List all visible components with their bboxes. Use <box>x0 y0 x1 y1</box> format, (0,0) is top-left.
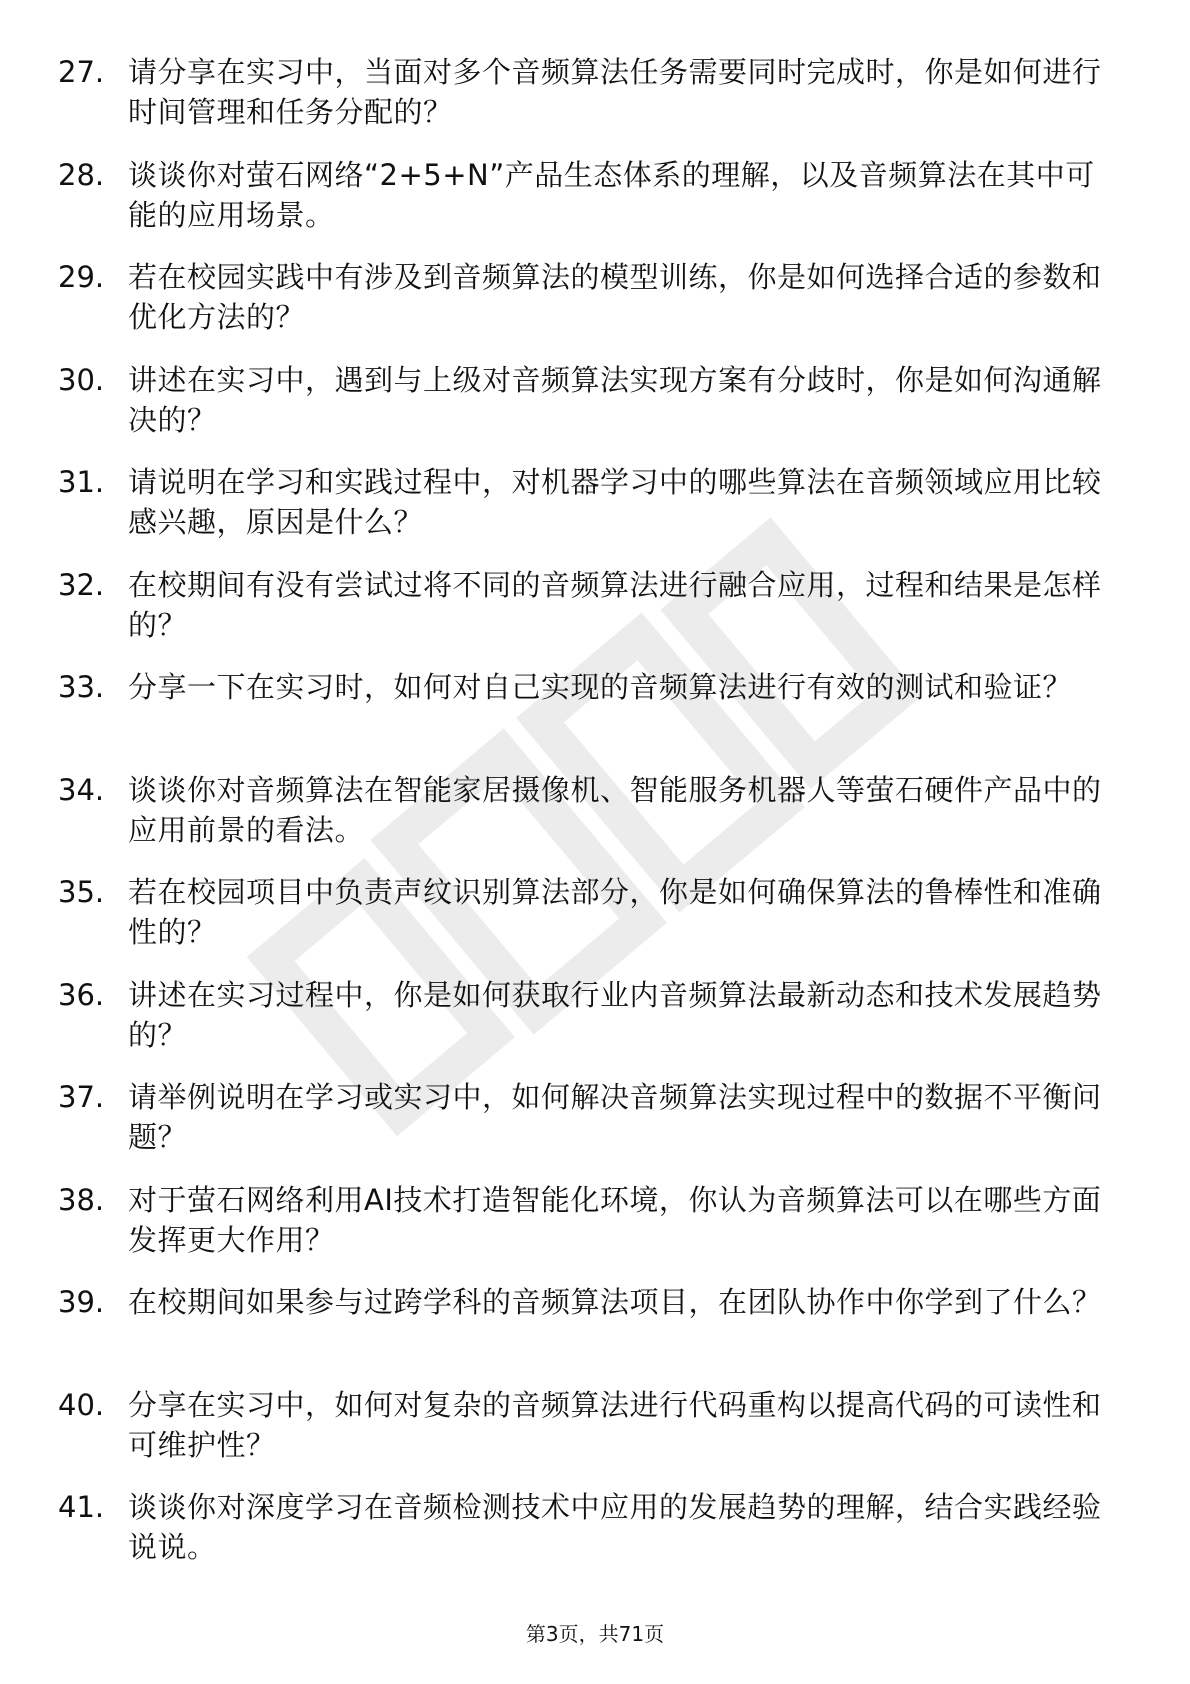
list-item <box>58 563 1118 666</box>
question-text: 分享在实习中，如何对复杂的音频算法进行代码重构以提高代码的可读性和可维护性？ <box>128 1387 1102 1462</box>
question-text: 请说明在学习和实践过程中，对机器学习中的哪些算法在音频领域应用比较感兴趣，原因是什么？ <box>128 465 1102 539</box>
list-item <box>58 870 1118 973</box>
list-item <box>58 1075 1118 1178</box>
question-number: 27. <box>58 55 105 89</box>
list-item <box>58 460 1118 563</box>
question-number: 35. <box>58 875 105 909</box>
question-number: 28. <box>58 157 105 192</box>
question-text: 若在校园实践中有涉及到音频算法的模型训练，你是如何选择合适的参数和优化方法的？ <box>128 260 1102 334</box>
question-number: 36. <box>58 977 105 1012</box>
question-number: 34. <box>58 772 105 807</box>
page-number-footer: 第3页，共71页 <box>525 1622 665 1646</box>
list-item <box>58 153 1118 256</box>
question-text: 谈谈你对深度学习在音频检测技术中应用的发展趋势的理解，结合实践经验说说。 <box>128 1490 1102 1564</box>
list-item <box>58 1280 1118 1383</box>
list-item <box>58 1383 1118 1486</box>
question-text: 谈谈你对萤石网络“2+5+N”产品生态体系的理解，以及音频算法在其中可能的应用场景。 <box>128 157 1095 232</box>
question-text: 谈谈你对音频算法在智能家居摄像机、智能服务机器人等萤石硬件产品中的应用前景的看法。 <box>128 772 1102 847</box>
question-text: 对于萤石网络利用AI技术打造智能化环境，你认为音频算法可以在哪些方面发挥更大作用？ <box>128 1182 1102 1257</box>
question-text: 在校期间有没有尝试过将不同的音频算法进行融合应用，过程和结果是怎样的？ <box>128 567 1102 642</box>
question-text: 讲述在实习中，遇到与上级对音频算法实现方案有分歧时，你是如何沟通解决的？ <box>128 362 1102 437</box>
question-number: 40. <box>58 1387 105 1422</box>
question-number: 30. <box>58 362 105 397</box>
list-item <box>58 768 1118 871</box>
question-text: 在校期间如果参与过跨学科的音频算法项目，在团队协作中你学到了什么？ <box>128 1285 1102 1319</box>
list-item <box>58 50 1118 153</box>
question-text: 请分享在实习中，当面对多个音频算法任务需要同时完成时，你是如何进行时间管理和任务分配的？ <box>128 55 1102 129</box>
list-item <box>58 255 1118 358</box>
list-item <box>58 973 1118 1076</box>
question-number: 29. <box>58 260 105 294</box>
question-number: 32. <box>58 567 105 602</box>
question-number: 39. <box>58 1285 105 1319</box>
list-item <box>58 358 1118 461</box>
question-number: 38. <box>58 1182 105 1217</box>
question-number: 37. <box>58 1080 105 1114</box>
question-text: 请举例说明在学习或实习中，如何解决音频算法实现过程中的数据不平衡问题？ <box>128 1080 1102 1154</box>
question-number: 41. <box>58 1490 105 1524</box>
list-item <box>58 665 1118 768</box>
list-item <box>58 1485 1118 1588</box>
question-number: 33. <box>58 670 105 704</box>
question-text: 讲述在实习过程中，你是如何获取行业内音频算法最新动态和技术发展趋势的？ <box>128 977 1102 1052</box>
question-text: 若在校园项目中负责声纹识别算法部分，你是如何确保算法的鲁棒性和准确性的？ <box>128 875 1102 949</box>
question-text: 分享一下在实习时，如何对自己实现的音频算法进行有效的测试和验证？ <box>128 670 1073 704</box>
question-number: 31. <box>58 465 105 499</box>
list-item <box>58 1178 1118 1281</box>
question-list <box>58 50 1118 1588</box>
